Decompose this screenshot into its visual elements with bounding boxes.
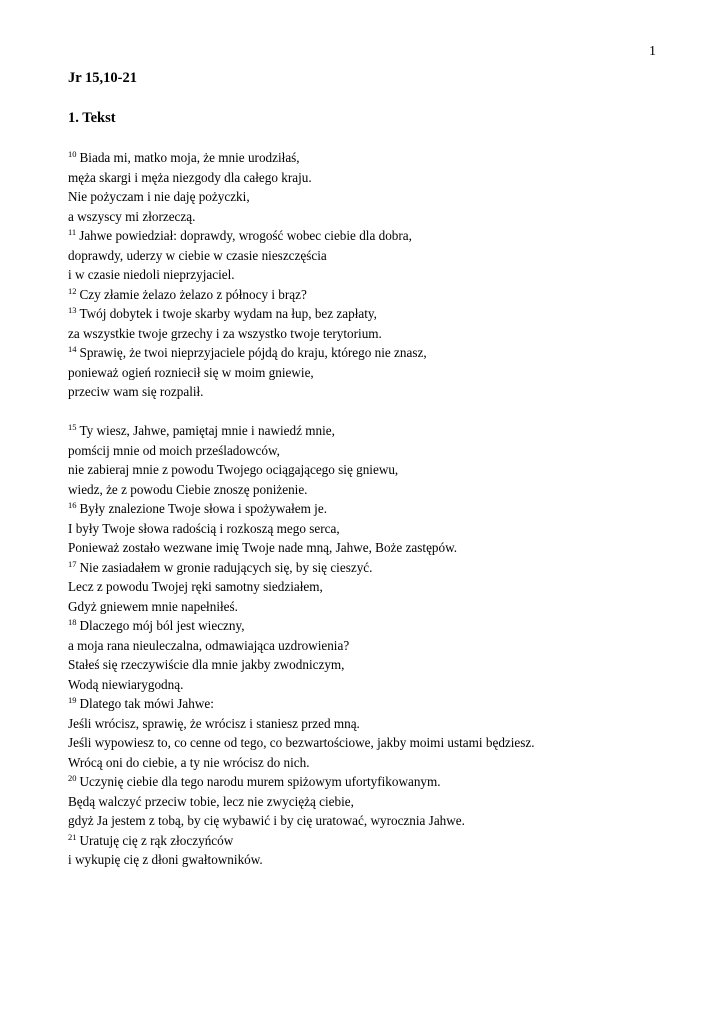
verse-text: Były znalezione Twoje słowa i spożywałem je. (79, 501, 327, 516)
verse-line (68, 519, 708, 539)
verse-line (68, 811, 708, 831)
verse-line (68, 246, 708, 266)
verse-text: a moja rana nieuleczalna, odmawiająca uzdrowienia? (68, 637, 350, 653)
verse-line (68, 285, 708, 305)
verse-text: Dlaczego mój ból jest wieczny, (79, 618, 245, 633)
verse-line (68, 675, 708, 695)
verse-line (68, 226, 708, 246)
verse-line (68, 694, 708, 714)
verse-number: 19 (68, 695, 77, 705)
verse-line (68, 714, 708, 734)
verse-text: za wszystkie twoje grzechy i za wszystko twoje terytorium. (68, 325, 382, 341)
stanza-1 (68, 148, 708, 402)
verse-line (68, 265, 708, 285)
verse-text: gdyż Ja jestem z tobą, by cię wybawić i by cię uratować, wyrocznia Jahwe. (68, 813, 465, 828)
verse-text: Biada mi, matko moja, że mnie urodziłaś, (79, 150, 300, 165)
verse-text: Sprawię, że twoi nieprzyjaciele pójdą do kraju, którego nie znasz, (79, 345, 427, 360)
verse-text: doprawdy, uderzy w ciebie w czasie nieszczęścia (68, 247, 327, 263)
verse-line (68, 499, 708, 519)
verse-text: Wodą niewiarygodną. (68, 676, 184, 692)
verse-text: Czy złamie żelazo żelazo z północy i brąz? (79, 286, 307, 302)
verse-text: przeciw wam się rozpalił. (68, 384, 204, 399)
verse-number: 12 (68, 285, 77, 296)
verse-text: Nie zasiadałem w gronie radujących się, by się cieszyć. (79, 559, 373, 575)
verse-text: Jeśli wypowiesz to, co cenne od tego, co bezwartościowe, jakby moimi ustami będziesz. (68, 735, 535, 750)
page-number: 1 (649, 44, 656, 59)
verse-line (68, 655, 708, 675)
verse-number: 21 (68, 831, 77, 842)
verse-line (68, 421, 708, 441)
verse-line (68, 850, 708, 870)
verse-line (68, 187, 708, 207)
verse-line (68, 363, 708, 383)
verse-line (68, 558, 708, 578)
verse-text: i wykupię cię z dłoni gwałtowników. (68, 852, 263, 867)
verse-number: 11 (68, 227, 77, 237)
verse-text: Jeśli wrócisz, sprawię, że wrócisz i staniesz przed mną. (68, 715, 360, 731)
verse-text: i w czasie niedoli nieprzyjaciel. (68, 267, 235, 282)
verse-text: Uratuję cię z rąk złoczyńców (79, 832, 234, 848)
verse-line (68, 382, 708, 402)
verse-line (68, 441, 708, 461)
verse-text: męża skargi i męża niezgody dla całego kraju. (68, 169, 312, 185)
verse-line (68, 480, 708, 500)
verse-line (68, 733, 708, 753)
verse-text: Będą walczyć przeciw tobie, lecz nie zwyciężą ciebie, (68, 793, 354, 809)
verse-number: 18 (68, 617, 77, 627)
verse-text: Lecz z powodu Twojej ręki samotny siedziałem, (68, 579, 323, 594)
verse-text: wiedz, że z powodu Ciebie znoszę poniżenie. (68, 481, 308, 497)
verse-text: Nie pożyczam i nie daję pożyczki, (68, 189, 250, 204)
verse-line (68, 324, 708, 344)
verse-number: 13 (68, 305, 77, 315)
verse-number: 16 (68, 500, 77, 510)
verse-line (68, 831, 708, 851)
verse-line (68, 207, 708, 227)
verse-text: pomścij mnie od moich prześladowców, (68, 442, 280, 458)
verse-line (68, 577, 708, 597)
verse-text: Gdyż gniewem mnie napełniłeś. (68, 598, 238, 614)
verse-text: Wrócą oni do ciebie, a ty nie wrócisz do nich. (68, 754, 310, 770)
verse-text: Uczynię ciebie dla tego narodu murem spiżowym ufortyfikowanym. (79, 774, 441, 789)
verse-line (68, 616, 708, 636)
verse-line (68, 597, 708, 617)
verse-text: Ponieważ zostało wezwane imię Twoje nade mną, Jahwe, Boże zastępów. (68, 540, 458, 555)
verse-line (68, 304, 708, 324)
verse-number: 15 (68, 422, 77, 432)
verse-text: ponieważ ogień rozniecił się w moim gniewie, (68, 364, 314, 380)
verse-line (68, 460, 708, 480)
verse-text: Dlatego tak mówi Jahwe: (79, 696, 214, 711)
verse-text: Stałeś się rzeczywiście dla mnie jakby zwodniczym, (68, 657, 345, 672)
verse-number: 14 (68, 344, 77, 354)
verse-text: Ty wiesz, Jahwe, pamiętaj mnie i nawiedź mnie, (79, 423, 335, 438)
verse-text: nie zabieraj mnie z powodu Twojego ociągającego się gniewu, (68, 462, 399, 477)
verse-text: Twój dobytek i twoje skarby wydam na łup, bez zapłaty, (79, 306, 377, 321)
verse-line (68, 148, 708, 168)
passage-reference: Jr 15,10-21 (68, 70, 138, 86)
verse-text: a wszyscy mi złorzeczą. (68, 208, 196, 224)
verse-line (68, 343, 708, 363)
verse-number: 10 (68, 149, 77, 159)
stanza-2 (68, 421, 708, 870)
verse-number: 20 (68, 773, 77, 783)
verse-line (68, 636, 708, 656)
section-heading: 1. Tekst (68, 110, 116, 126)
verse-text: I były Twoje słowa radością i rozkoszą mego serca, (68, 520, 340, 536)
verse-line (68, 753, 708, 773)
verse-number: 17 (68, 558, 77, 569)
verse-line (68, 772, 708, 792)
verse-line (68, 538, 708, 558)
verse-line (68, 168, 708, 188)
verse-text: Jahwe powiedział: doprawdy, wrogość wobec ciebie dla dobra, (79, 228, 412, 243)
verse-line (68, 792, 708, 812)
